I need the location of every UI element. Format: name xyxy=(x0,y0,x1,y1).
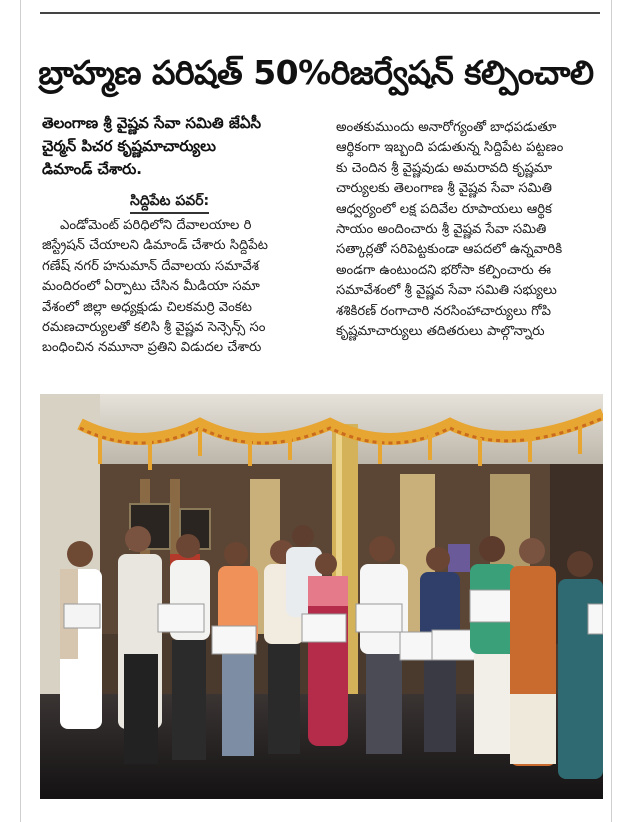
body-line: సమావేశంలో శ్రీ వైష్ణవ సేవా సమితి సభ్యులు xyxy=(336,283,557,299)
subheading-line: తెలంగాణ శ్రీ వైష్ణవ సేవా సమితి జేఏసీ xyxy=(42,114,262,132)
body-line: రమణచార్యులతో కలిసి శ్రీ వైష్ణవ సెన్సెన్స్ సం xyxy=(42,320,266,336)
body-line: చార్యులకు తెలంగాణ శ్రీ వైష్ణవ సేవా సమితి xyxy=(336,181,552,197)
body-line: బంధించిన నమూనా ప్రతిని విడుదల చేశారు xyxy=(42,340,262,356)
body-line: సాయం అందించారు శ్రీ వైష్ణవ సేవా సమితి xyxy=(336,222,547,238)
right-column xyxy=(336,118,608,342)
right-margin-line xyxy=(611,0,612,822)
left-column xyxy=(42,216,338,359)
body-line: వేశంలో జిల్లా అధ్యక్షుడు చిలకమర్రి వెంకట xyxy=(42,299,252,315)
body-line: మందిరంలో ఏర్పాటు చేసిన మీడియా సమా xyxy=(42,279,260,295)
subheading-line: చైర్మన్ పిచర కృష్ణమాచార్యులు xyxy=(42,137,216,155)
body-line: కు చెందిన శ్రీ వైష్ణవుడు అమరావది కృష్ణమా xyxy=(336,160,553,176)
group-photo xyxy=(40,394,603,799)
top-rule xyxy=(40,12,600,14)
body-line: ఆర్థికంగా ఇబ్బంది పడుతున్న సిద్దిపేట పట్టణం xyxy=(336,140,564,156)
body-line: కృష్ణమాచార్యులు తదితరులు పాల్గొన్నారు xyxy=(336,324,545,340)
body-line: జిస్ట్రేషన్ చేయాలని డిమాండ్ చేశారు సిద్దిపేట xyxy=(42,238,268,254)
body-line: శశికిరణ్ రంగాచారి నరసింహాచార్యులు గోపి xyxy=(336,303,551,319)
body-line: అంతకుముందు అనారోగ్యంతో బాధపడుతూ xyxy=(336,120,557,135)
body-line: ఎండోమెంట్ పరిధిలోని దేవాలయాల రి xyxy=(60,218,252,233)
article-headline: బ్రాహ్మణ పరిషత్ 50%రిజర్వేషన్ కల్పించాలి xyxy=(38,53,594,92)
group-photo-scene xyxy=(40,394,603,799)
body-line: సత్కార్లతో సరిపెట్టకుండా ఆపదలో ఉన్నవారికి xyxy=(336,242,563,258)
body-line: ఆధ్వర్యంలో లక్ష పదివేల రూపాయలు ఆర్థిక xyxy=(336,201,552,217)
left-margin-line xyxy=(20,0,21,822)
body-line: గణేష్ నగర్ హనుమాన్ దేవాలయ సమావేశ xyxy=(42,258,260,274)
subheading-line: డిమాండ్ చేశారు. xyxy=(42,160,142,178)
dateline: సిద్దిపేట పవర్: xyxy=(130,191,209,214)
article-subheading xyxy=(42,112,332,181)
body-line: అండగా ఉంటుందని భరోసా కల్పించారు ఈ xyxy=(336,262,551,278)
